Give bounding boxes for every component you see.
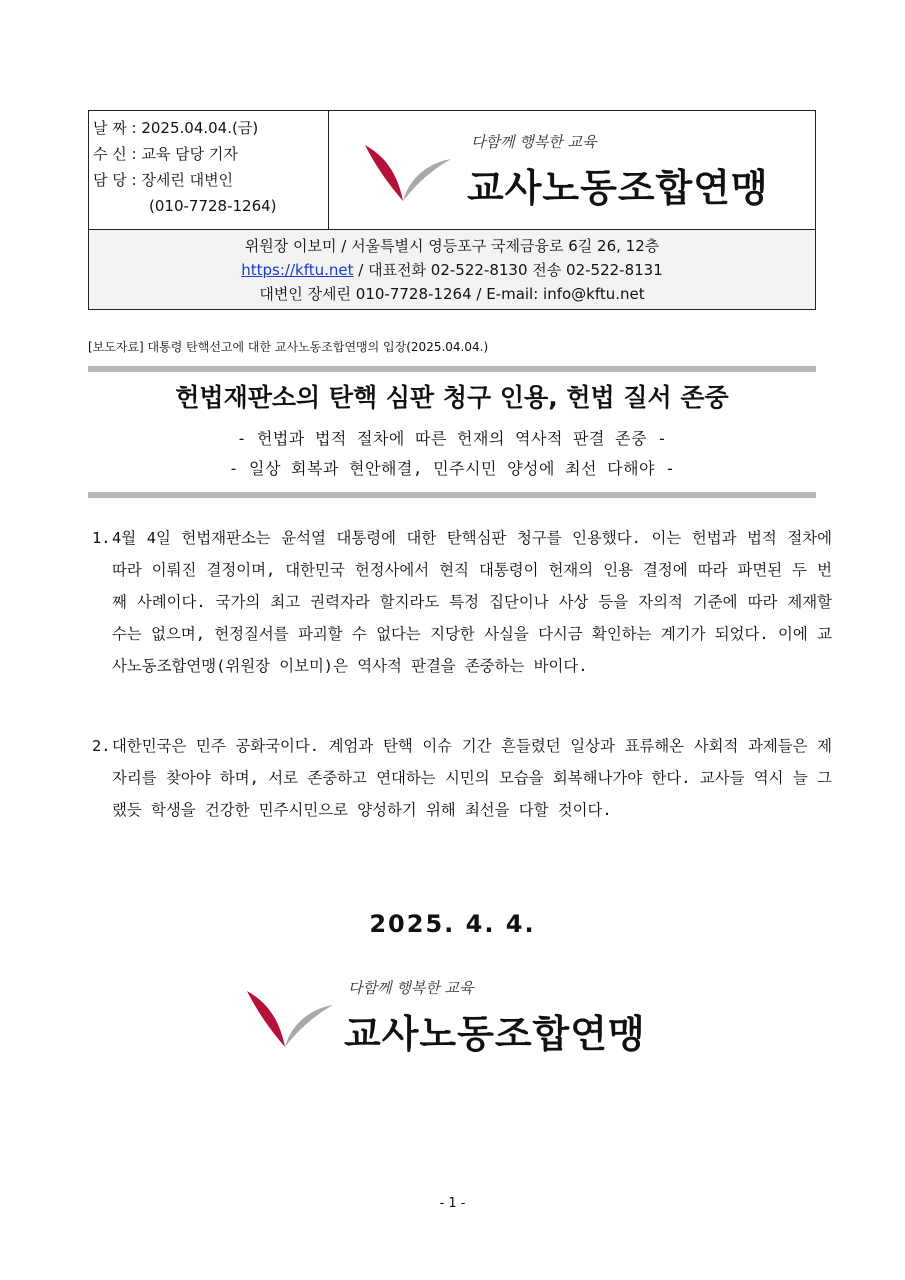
header-slogan: 다함께 행복한 교육: [471, 133, 597, 151]
paragraph-2: [92, 730, 832, 826]
page-number: - 1 -: [439, 1196, 466, 1211]
press-meta: [89, 111, 329, 229]
contact-person-line: 담 당 : 장세린 대변인: [93, 171, 234, 189]
page-title: 헌법재판소의 탄핵 심판 청구 인용, 헌법 질서 존중: [175, 383, 729, 412]
paragraph-text: 대한민국은 민주 공화국이다. 계엄과 탄핵 이슈 기간 흔들렸던 일상과 표류해온 사회적 과제들은 제자리를 찾아야 하며, 서로 존중하고 연대하는 시민의 모습을 회복해나가야 한다. 교사들 역시 늘 그랬듯 학생을 건강한 민주시민으로 양성하기 위해 최선을 다할 것이다.: [112, 737, 832, 819]
date-line: 날 짜 : 2025.04.04.(금): [93, 119, 259, 137]
subtitle-1: - 헌법과 법적 절차에 따른 헌재의 역사적 판결 존중 -: [236, 429, 668, 448]
footer-org-name: 교사노동조합연맹: [344, 1012, 646, 1056]
header-box: [88, 110, 816, 310]
footer-slogan: 다함께 행복한 교육: [348, 979, 474, 997]
contact-address: 위원장 이보미 / 서울특별시 영등포구 국제금융로 6길 26, 12층: [244, 237, 660, 255]
release-label: [보도자료] 대통령 탄핵선고에 대한 교사노동조합연맹의 입장(2025.04.04.): [88, 340, 489, 354]
footer-logo: [244, 975, 684, 1065]
website-link[interactable]: https://kftu.net: [241, 261, 354, 279]
header-logo: [329, 111, 815, 229]
paragraph-number: 1.: [92, 529, 111, 547]
phone-fax: / 대표전화 02-522-8130 전송 02-522-8131: [353, 261, 663, 279]
logo-mark-icon: [244, 985, 336, 1051]
header-org-name: 교사노동조합연맹: [467, 166, 769, 210]
title-rule-top: [88, 366, 816, 372]
logo-mark-icon: [363, 139, 453, 205]
contact-info: [89, 229, 815, 309]
subtitle-2: - 일상 회복과 현안해결, 민주시민 양성에 최선 다해야 -: [228, 459, 676, 478]
closing-date: 2025. 4. 4.: [369, 910, 536, 938]
title-rule-bottom: [88, 492, 816, 498]
paragraph-1: [92, 522, 832, 682]
spokesperson-email: 대변인 장세린 010-7728-1264 / E-mail: info@kftu.net: [259, 285, 645, 303]
recipient-line: 수 신 : 교육 담당 기자: [93, 145, 238, 163]
paragraph-number: 2.: [92, 737, 111, 755]
paragraph-text: 4월 4일 헌법재판소는 윤석열 대통령에 대한 탄핵심판 청구를 인용했다. 이는 헌법과 법적 절차에 따라 이뤄진 결정이며, 대한민국 헌정사에서 현직 대통령이 헌재의 인용 결정에 따라 파면된 두 번째 사례이다. 국가의 최고 권력자라 할지라도 특정 집단이나 사상 등을 자의적 기준에 따라 제재할 수는 없으며, 헌정질서를 파괴할 수 없다는 지당한 사실을 다시금 확인하는 계기가 되었다. 이에 교사노동조합연맹(위원장 이보미)은 역사적 판결을 존중하는 바이다.: [112, 529, 832, 675]
contact-phone: (010-7728-1264): [149, 197, 277, 215]
contact-web-phone: [89, 258, 815, 282]
